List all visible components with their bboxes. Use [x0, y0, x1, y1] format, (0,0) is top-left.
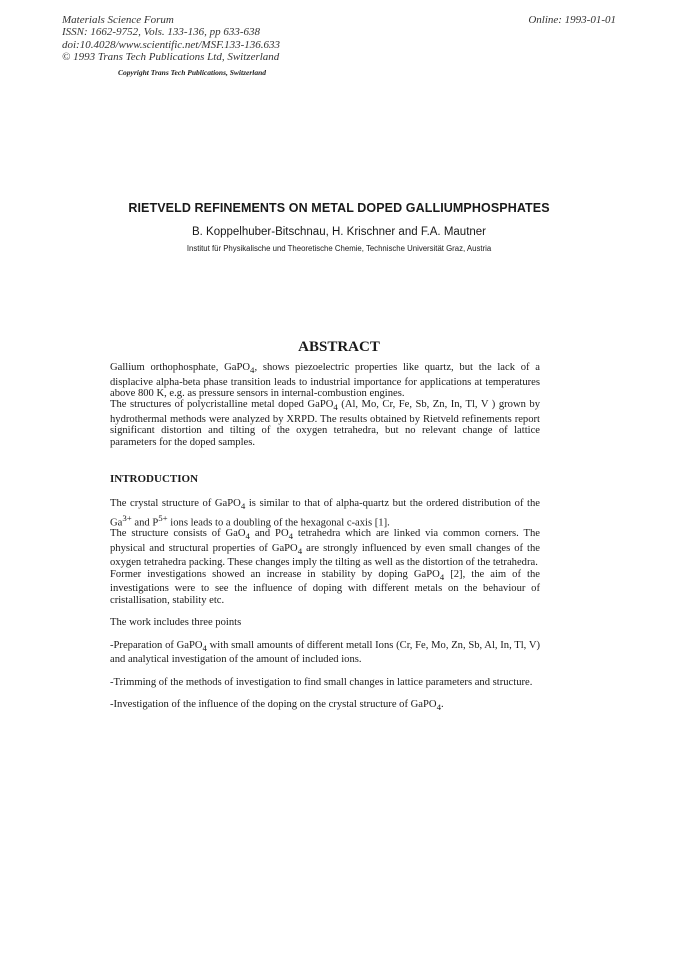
introduction-heading: INTRODUCTION: [110, 473, 199, 485]
abstract-body: [110, 362, 540, 448]
journal-name: Materials Science Forum: [62, 14, 174, 26]
abstract-paragraph-1: Gallium orthophosphate, GaPO$_4$, shows piezoelectric properties like quartz, but the lack of a displacive alpha-beta phase transition leads to industrial importance for applications at temperatures above 800 K, e.g. as pressure sensors in internal-combustion engines.: [110, 362, 540, 399]
intro-paragraph-1: The crystal structure of GaPO$_4$ is similar to that of alpha-quartz but the ordered distribution of the $Ga^{3+}$ and $P^{5+}$ ions leads to a doubling of the hexagonal c-axis [1].: [110, 498, 540, 529]
issn-line: ISSN: 1662-9752, Vols. 133-136, pp 633-638: [62, 26, 260, 39]
copyright-line: © 1993 Trans Tech Publications Ltd, Switzerland: [62, 51, 280, 64]
abstract-heading: ABSTRACT: [298, 339, 380, 355]
intro-paragraph-3: Former investigations showed an increase in stability by doping GaPO$_4$ [2], the aim of the investigations were to see the influence of doping with different metals on the behaviour of cristallisation, stability etc.: [110, 568, 540, 606]
copyright-stamp: Copyright Trans Tech Publications, Switzerland: [118, 68, 267, 77]
intro-paragraph-7: -Investigation of the influence of the doping on the crystal structure of GaPO$_4$.: [110, 698, 444, 713]
journal-header: [62, 14, 280, 64]
intro-paragraph-5: -Preparation of GaPO$_4$ with small amounts of different metall Ions (Cr, Fe, Mo, Zn, Sb, Al, In, Tl, V) and analytical investigation of the amount of included ions.: [110, 639, 540, 666]
doi-line: doi:10.4028/www.scientific.net/MSF.133-136.633: [62, 38, 281, 51]
intro-paragraph-2: The structure consists of GaO$_4$ and $PO_4$ tetrahedra which are linked via common corners. The physical and structural properties of GaPO$_4$ are strongly influenced by even small changes of the oxygen tetrahedra packing. These changes imply the tilting as well as the distortion of the tetrahedra.: [110, 528, 541, 569]
intro-paragraph-6: -Trimming of the methods of investigation to find small changes in lattice parameters and structure.: [110, 676, 533, 688]
affiliation: Institut für Physikalische und Theoretische Chemie, Technische Universität Graz, Austria: [186, 244, 492, 253]
authors: B. Koppelhuber-Bitschnau, H. Krischner and F.A. Mautner: [191, 226, 487, 238]
intro-paragraph-4: The work includes three points: [110, 617, 242, 629]
introduction-body: [110, 498, 540, 713]
abstract-paragraph-2: The structures of polycristalline metal doped GaPO$_4$ (Al, Mo, Cr, Fe, Sb, Zn, In, Tl, V ) grown by hydrothermal methods were analyzed by XRPD. The results obtained by Rietveld refinements report significant distortion and tilting of the oxygen tetrahedra, but no relevant change of lattice parameters for the doped samples.: [110, 399, 540, 448]
paper-title: RIETVELD REFINEMENTS ON METAL DOPED GALLIUMPHOSPHATES: [128, 201, 550, 215]
online-date: Online: 1993-01-01: [528, 14, 616, 26]
